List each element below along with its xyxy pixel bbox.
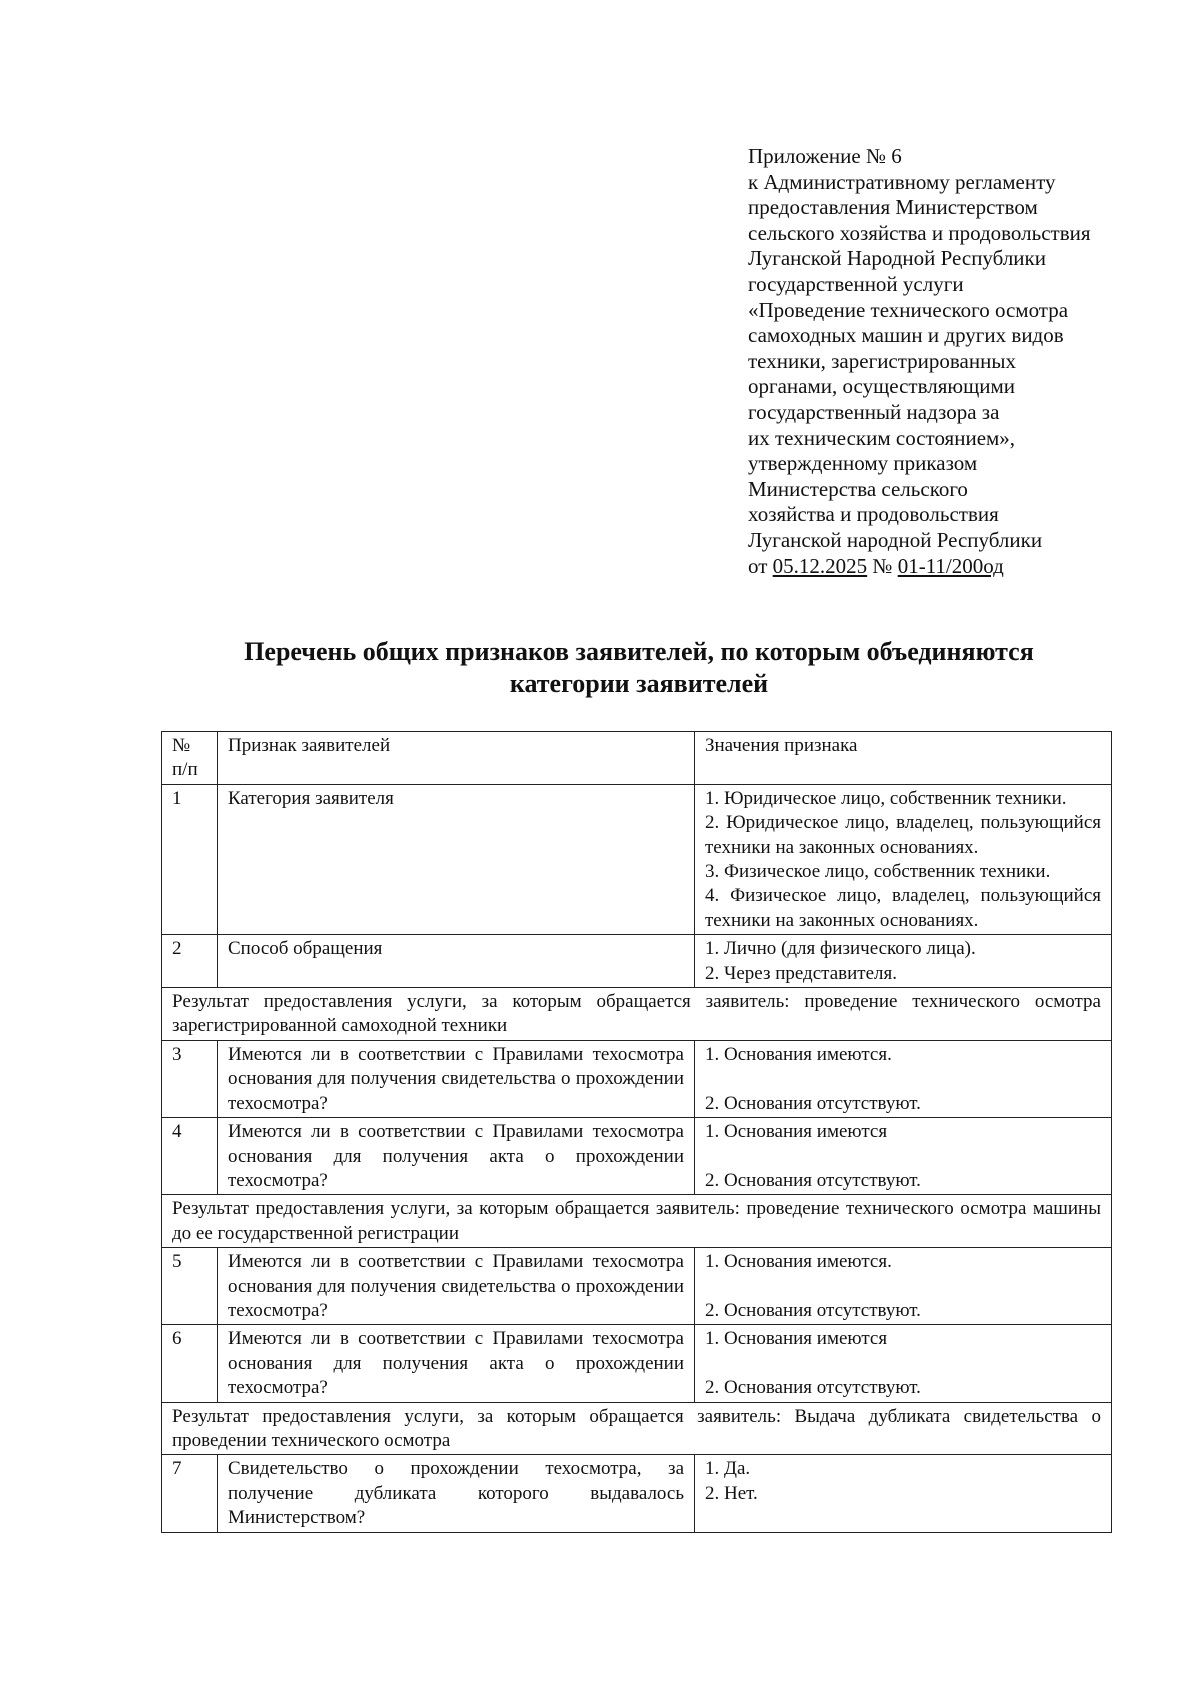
annex-line: государственный надзора за [748,399,1000,424]
value-item: 1. Основания имеются. [705,1043,892,1065]
row-number: 2 [162,935,218,988]
section-row [162,1402,1112,1455]
value-item: 1. Основания имеются [705,1121,888,1143]
order-date: 05.12.2025 [772,553,868,578]
value-gap [705,1067,1101,1091]
table-row [162,1248,1112,1325]
title-line-1: Перечень общих признаков заявителей, по которым объединяются [244,637,1034,666]
row-number: 1 [162,784,218,934]
table-row [162,1040,1112,1117]
annex-line: Луганской народной Республики [748,527,1043,552]
row-values [695,1455,1112,1532]
order-number: 01-11/200од [897,553,1004,578]
value-item: 3. Физическое лицо, собственник техники. [705,861,1051,883]
row-sign: Свидетельство о прохождении техосмотра, за получение дубликата которого выдавалось Министерством? [218,1455,695,1532]
row-sign: Имеются ли в соответствии с Правилами техосмотра основания для получения свидетельства о прохождении техосмотра? [218,1040,695,1117]
value-gap [705,1145,1101,1169]
table-row [162,784,1112,934]
annex-line: Министерства сельского [748,476,968,501]
value-item: 2. Основания отсутствуют. [705,1092,921,1114]
annex-line: к Административному регламенту [748,169,1056,194]
value-item: 2. Основания отсутствуют. [705,1377,921,1399]
annex-line: государственной услуги [748,271,964,296]
title-line-2: категории заявителей [509,669,769,698]
annex-line: самоходных машин и других видов [748,323,1064,348]
section-row [162,988,1112,1041]
annex-line: техники, зарегистрированных [748,348,1016,373]
row-values [695,1248,1112,1325]
value-gap [705,1352,1101,1376]
value-item: 4. Физическое лицо, владелец, пользующийся техники на законных основаниях. [705,885,1101,931]
annex-line: утвержденному приказом [748,451,978,476]
row-number: 3 [162,1040,218,1117]
row-sign: Имеются ли в соответствии с Правилами техосмотра основания для получения акта о прохождении техосмотра? [218,1118,695,1195]
annex-line: Луганской Народной Республики [748,246,1046,271]
row-number: 6 [162,1325,218,1402]
annex-line: сельского хозяйства и продовольствия [748,220,1091,245]
criteria-table [161,731,1112,1533]
order-number-prefix: № [867,553,898,578]
row-sign: Способ обращения [218,935,695,988]
row-values [695,1040,1112,1117]
annex-line: «Проведение технического осмотра [748,297,1069,322]
row-values [695,784,1112,934]
row-values [695,1118,1112,1195]
annex-line: предоставления Министерством [748,195,1038,220]
section-row [162,1195,1112,1248]
header-sign: Признак заявителей [218,732,695,785]
value-item: 1. Юридическое лицо, собственник техники. [705,787,1067,809]
table-row [162,935,1112,988]
table-row [162,1455,1112,1532]
row-sign: Имеются ли в соответствии с Правилами техосмотра основания для получения свидетельства о прохождении техосмотра? [218,1248,695,1325]
annex-block [748,144,1168,579]
section-heading: Результат предоставления услуги, за которым обращается заявитель: проведение технического осмотра зарегистрированной самоходной техники [162,988,1112,1041]
value-item: 1. Основания имеются. [705,1251,892,1273]
value-item: 2. Через представителя. [705,962,897,984]
annex-line: Приложение № 6 [748,144,902,168]
header-values: Значения признака [695,732,1112,785]
order-date-prefix: от [748,553,773,578]
row-values [695,1325,1112,1402]
section-heading: Результат предоставления услуги, за которым обращается заявитель: проведение технического осмотра машины до ее государственной регистрации [162,1195,1112,1248]
table-row [162,1325,1112,1402]
value-item: 1. Основания имеются [705,1328,888,1350]
section-heading: Результат предоставления услуги, за которым обращается заявитель: Выдача дубликата свидетельства о проведении технического осмотра [162,1402,1112,1455]
table-row [162,1118,1112,1195]
header-number: № п/п [162,732,218,785]
value-item: 2. Юридическое лицо, владелец, пользующийся техники на законных основаниях. [705,812,1101,858]
value-item: 2. Нет. [705,1482,758,1504]
row-sign: Имеются ли в соответствии с Правилами техосмотра основания для получения акта о прохождении техосмотра? [218,1325,695,1402]
row-values [695,935,1112,988]
row-number: 4 [162,1118,218,1195]
value-gap [705,1275,1101,1299]
annex-line: их техническим состоянием», [748,425,1016,450]
value-item: 2. Основания отсутствуют. [705,1299,921,1321]
value-item: 1. Лично (для физического лица). [705,938,976,960]
annex-line: хозяйства и продовольствия [748,502,999,527]
annex-line: органами, осуществляющими [748,374,1016,399]
table-header-row [162,732,1112,785]
row-number: 7 [162,1455,218,1532]
value-item: 1. Да. [705,1458,751,1480]
document-title [150,636,1128,700]
row-sign: Категория заявителя [218,784,695,934]
annex-order-line [748,554,1168,580]
value-item: 2. Основания отсутствуют. [705,1169,921,1191]
row-number: 5 [162,1248,218,1325]
